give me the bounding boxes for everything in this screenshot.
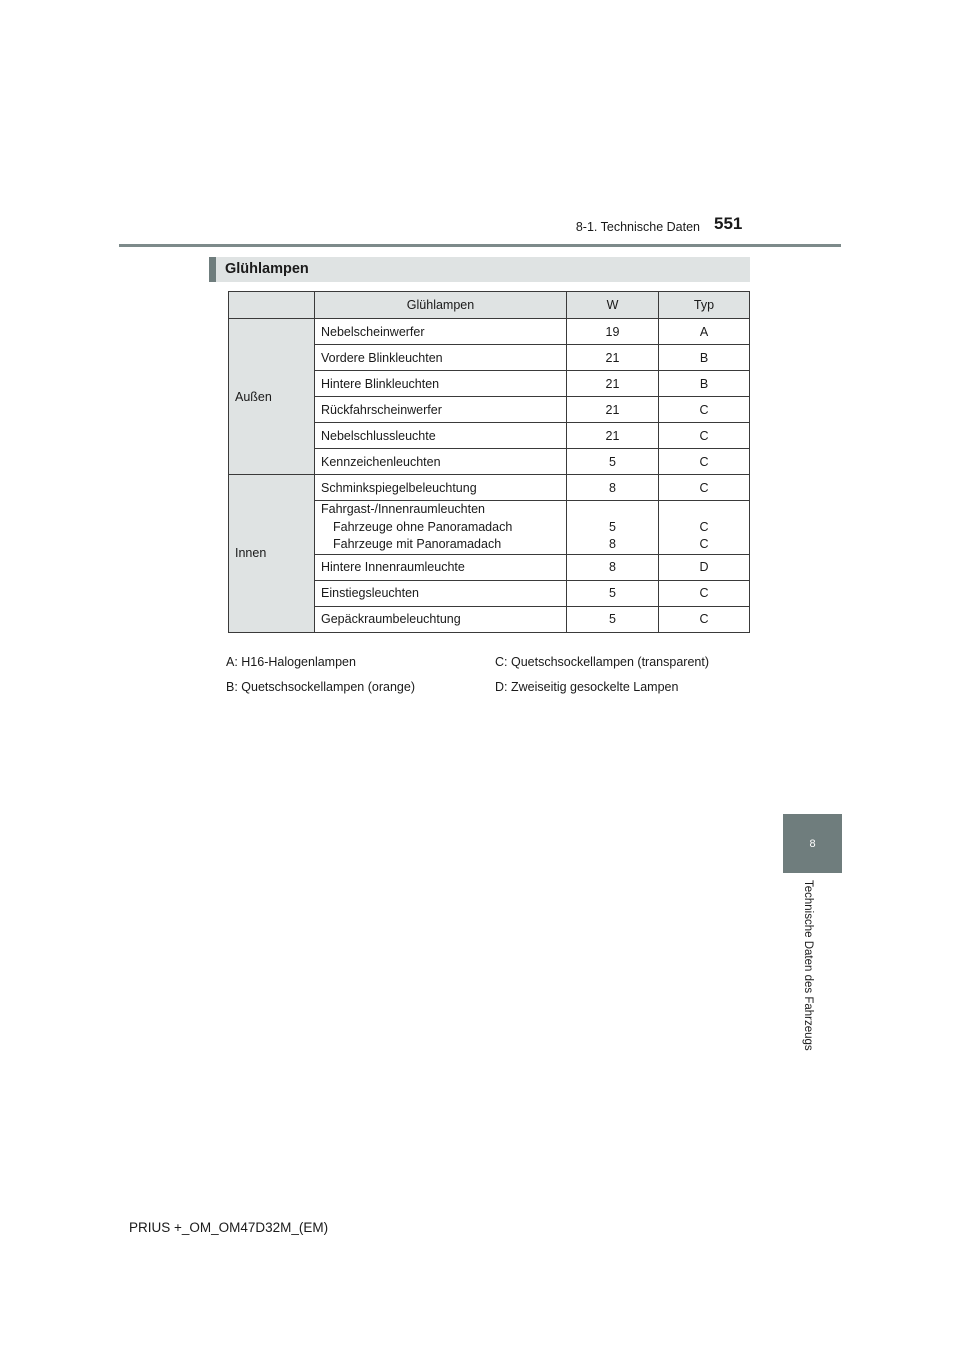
bulb-type: C [659, 580, 750, 606]
table-header-row [229, 292, 750, 319]
bulb-watt: 21 [567, 371, 659, 397]
bulb-subitem-watt: 8 [609, 537, 616, 551]
page-number: 551 [714, 214, 743, 233]
bulb-name: Kennzeichenleuchten [315, 449, 567, 475]
footer-code: PRIUS +_OM_OM47D32M_(EM) [129, 1220, 329, 1235]
bulb-name-group [315, 501, 567, 555]
header-section-title: 8-1. Technische Daten [575, 220, 700, 234]
bulb-watt: 5 [567, 606, 659, 632]
bulb-name: Nebelscheinwerfer [315, 319, 567, 345]
bulb-name: Hintere Blinkleuchten [315, 371, 567, 397]
bulb-name: Fahrgast-/Innenraumleuchten [321, 502, 485, 516]
bulb-watt: 19 [567, 319, 659, 345]
section-title: Glühlampen [225, 261, 309, 277]
chapter-number: 8 [809, 837, 816, 850]
table-header-bulbs: Glühlampen [315, 292, 567, 319]
bulb-subitem-name: Fahrzeuge ohne Panoramadach [333, 519, 513, 534]
chapter-tab [783, 814, 842, 873]
bulb-subitem-type: C [699, 537, 709, 551]
bulb-type: C [659, 475, 750, 501]
section-header-bar [209, 257, 750, 282]
legend-c: C: Quetschsockellampen (transparent) [495, 655, 709, 669]
group-label-interior: Innen [229, 475, 315, 633]
bulb-type: C [659, 449, 750, 475]
table-header-watt: W [567, 292, 659, 319]
bulb-type: D [659, 554, 750, 580]
bulb-name: Gepäckraumbeleuchtung [315, 606, 567, 632]
legend-b: B: Quetschsockellampen (orange) [226, 680, 415, 694]
bulb-type: C [659, 423, 750, 449]
bulb-table [228, 291, 750, 633]
bulb-name: Nebelschlussleuchte [315, 423, 567, 449]
bulb-subitem-type: C [699, 519, 709, 534]
table-row [229, 475, 750, 501]
chapter-label: Technische Daten des Fahrzeugs [802, 880, 814, 1051]
bulb-subitem-watt: 5 [609, 519, 616, 534]
legend-a: A: H16-Halogenlampen [226, 655, 356, 669]
table-row [229, 319, 750, 345]
bulb-name: Vordere Blinkleuchten [315, 345, 567, 371]
group-label-exterior: Außen [229, 319, 315, 475]
bulb-watt: 5 [567, 580, 659, 606]
bulb-type-group [659, 501, 750, 555]
bulb-type: B [659, 371, 750, 397]
bulb-watt: 21 [567, 397, 659, 423]
bulb-watt: 8 [567, 554, 659, 580]
bulb-type: C [659, 397, 750, 423]
bulb-name: Hintere Innenraumleuchte [315, 554, 567, 580]
legend-d: D: Zweiseitig gesockelte Lampen [495, 680, 679, 694]
bulb-name: Schminkspiegelbeleuchtung [315, 475, 567, 501]
bulb-type: C [659, 606, 750, 632]
bulb-watt-group [567, 501, 659, 555]
bulb-watt: 8 [567, 475, 659, 501]
table-header-empty [229, 292, 315, 319]
bulb-subitem-name: Fahrzeuge mit Panoramadach [333, 537, 502, 551]
bulb-watt: 21 [567, 423, 659, 449]
bulb-type: B [659, 345, 750, 371]
table-header-type: Typ [659, 292, 750, 319]
header-rule [119, 244, 841, 247]
bulb-type: A [659, 319, 750, 345]
bulb-watt: 21 [567, 345, 659, 371]
bulb-name: Rückfahrscheinwerfer [315, 397, 567, 423]
bulb-watt: 5 [567, 449, 659, 475]
bulb-name: Einstiegsleuchten [315, 580, 567, 606]
